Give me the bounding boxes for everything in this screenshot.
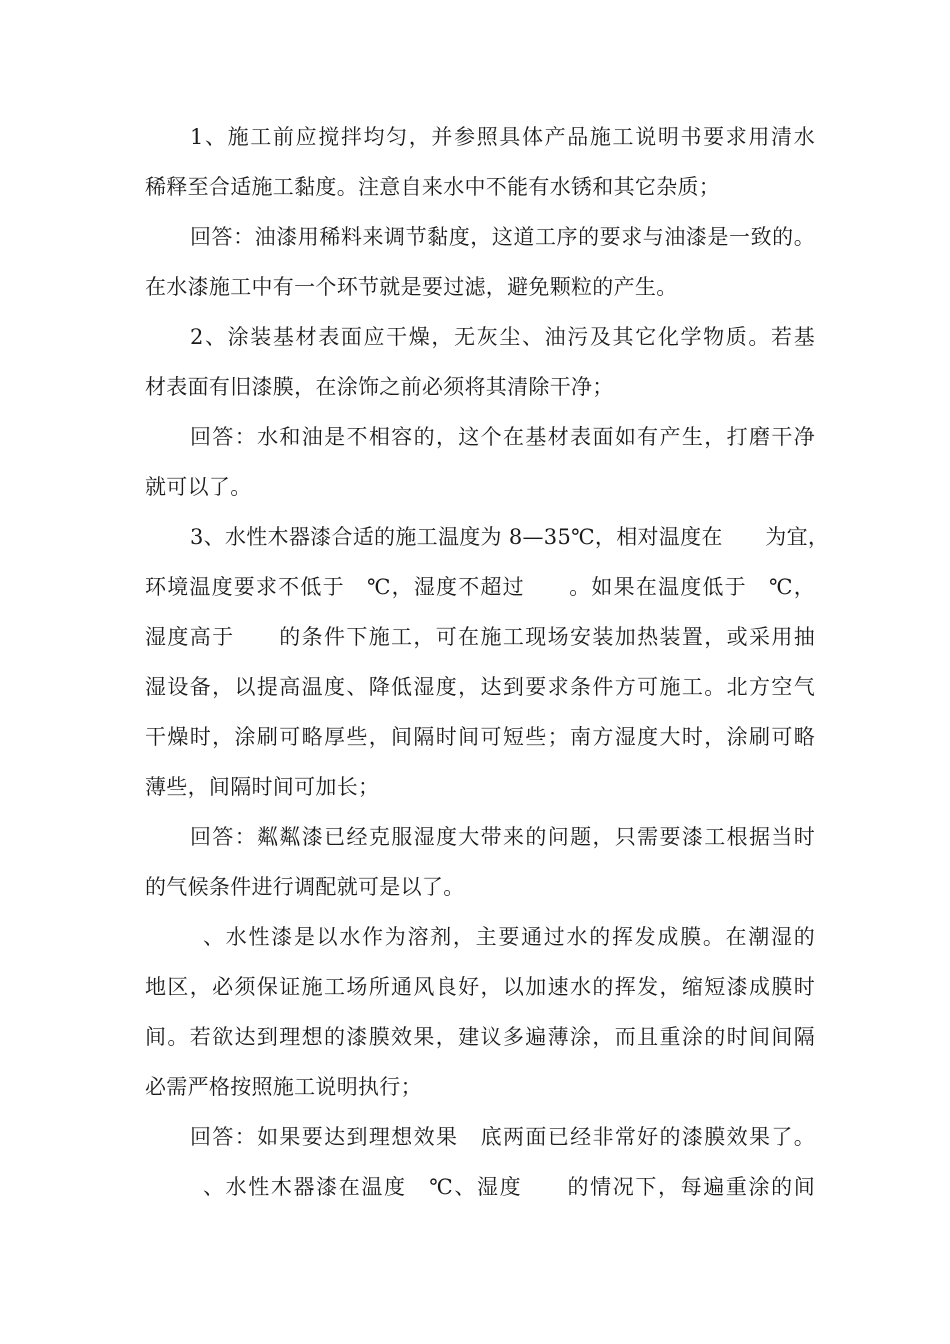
text-line-13: 干燥时，涂刷可略厚些，间隔时间可短些；南方湿度大时，涂刷可略 bbox=[145, 725, 815, 749]
text-line-21: 回答：如果要达到理想效果 底两面已经非常好的漆膜效果了。 bbox=[190, 1125, 815, 1149]
text-line-9: 3、水性木器漆合适的施工温度为 8—35℃，相对温度在 为宜， bbox=[190, 525, 830, 549]
text-line-7: 回答：水和油是不相容的，这个在基材表面如有产生，打磨干净 bbox=[190, 425, 815, 449]
text-line-6: 材表面有旧漆膜，在涂饰之前必须将其清除干净； bbox=[145, 375, 614, 399]
text-line-3: 回答：油漆用稀料来调节黏度，这道工序的要求与油漆是一致的。 bbox=[190, 225, 815, 249]
text-line-18: 地区，必须保证施工场所通风良好，以加速水的挥发，缩短漆成膜时 bbox=[145, 975, 815, 999]
text-line-10: 环境温度要求不低于 ℃，湿度不超过 。如果在温度低于 ℃， bbox=[145, 575, 815, 599]
text-line-22: 、水性木器漆在温度 ℃、湿度 的情况下，每遍重涂的间 bbox=[203, 1175, 815, 1199]
text-line-20: 必需严格按照施工说明执行； bbox=[145, 1075, 422, 1099]
text-line-17: 、水性漆是以水作为溶剂，主要通过水的挥发成膜。在潮湿的 bbox=[203, 925, 815, 949]
text-line-8: 就可以了。 bbox=[145, 475, 252, 499]
text-line-2: 稀释至合适施工黏度。注意自来水中不能有水锈和其它杂质； bbox=[145, 175, 721, 199]
text-line-14: 薄些，间隔时间可加长； bbox=[145, 775, 380, 799]
text-line-16: 的气候条件进行调配就可是以了。 bbox=[145, 875, 465, 899]
text-line-12: 湿设备，以提高温度、降低湿度，达到要求条件方可施工。北方空气 bbox=[145, 675, 815, 699]
text-line-15: 回答：粼粼漆已经克服湿度大带来的问题，只需要漆工根据当时 bbox=[190, 825, 815, 849]
text-line-4: 在水漆施工中有一个环节就是要过滤，避免颗粒的产生。 bbox=[145, 275, 678, 299]
text-line-1: 1、施工前应搅拌均匀，并参照具体产品施工说明书要求用清水 bbox=[190, 125, 815, 149]
text-line-11: 湿度高于 的条件下施工，可在施工现场安装加热装置，或采用抽 bbox=[145, 625, 815, 649]
text-line-19: 间。若欲达到理想的漆膜效果，建议多遍薄涂，而且重涂的时间间隔 bbox=[145, 1025, 815, 1049]
text-line-5: 2、涂装基材表面应干燥，无灰尘、油污及其它化学物质。若基 bbox=[190, 325, 815, 349]
